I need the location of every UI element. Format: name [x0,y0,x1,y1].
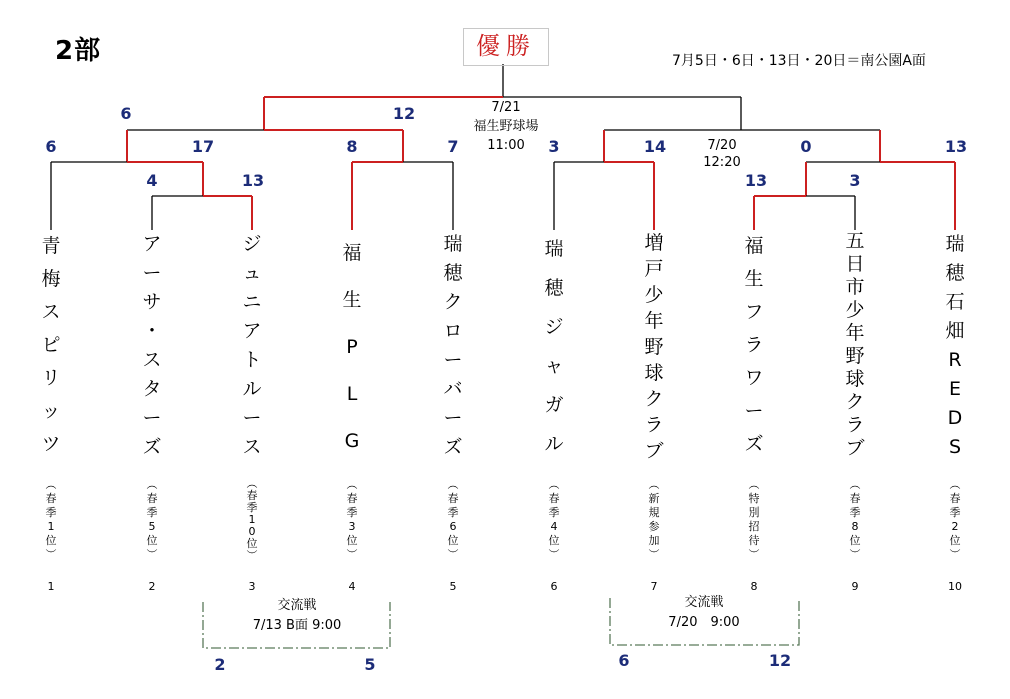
final-time: 11:00 [487,138,525,153]
team-record-10: ︵ 春 季 2 位 ︶ [949,478,961,561]
final-venue: 福生野球場 [473,119,539,134]
team-name-7: 増 戸 少 年 野 球 ク ラ ブ [644,232,664,462]
exchange-1-score-right: 5 [364,655,376,674]
schedule-info: 7月5日・6日・13日・20日＝南公園A面 [672,53,926,69]
team-seed-8: 8 [750,580,758,593]
score-final-right: 12 [392,104,416,123]
score-sf2-right-a: 0 [800,137,812,156]
team-record-4: ︵ 春 季 3 位 ︶ [346,478,358,561]
team-name-9: 五 日 市 少 年 野 球 ク ラ ブ [845,230,865,459]
score-sf-right-b: 7 [447,137,459,156]
team-record-3: ︵ 春 季 1 0 位 ︶ [246,477,258,562]
team-seed-4: 4 [348,580,356,593]
team-seed-6: 6 [550,580,558,593]
team-seed-2: 2 [148,580,156,593]
score-r1-right-b: 3 [849,171,861,190]
team-record-1: ︵ 春 季 1 位 ︶ [45,478,57,561]
score-sf2-left-a: 3 [548,137,560,156]
semi-date: 7/20 [707,138,737,153]
exchange-2-detail: 7/20 9:00 [668,615,740,630]
team-seed-10: 10 [948,580,962,593]
team-name-3: ジ ュ ニ ア ト ル ー ス [242,233,262,458]
score-sf-left-b: 17 [191,137,215,156]
team-name-1: 青 梅 ス ピ リ ッ ツ [41,235,61,455]
team-name-2: ア ー サ ・ ス タ ー ズ [142,233,162,458]
team-name-5: 瑞 穂 ク ロ ー バ ー ズ [443,233,463,458]
exchange-1-title: 交流戦 [277,598,317,613]
score-final-left: 6 [120,104,132,123]
division-title: 2部 [55,36,102,66]
champion-box: 優勝 [463,28,549,66]
exchange-2-title: 交流戦 [684,595,724,610]
score-sf2-right-b: 13 [944,137,968,156]
team-record-2: ︵ 春 季 5 位 ︶ [146,478,158,561]
score-r1-left-a: 4 [146,171,158,190]
team-seed-5: 5 [449,580,457,593]
semi-time: 12:20 [703,155,741,170]
team-name-6: 瑞 穂 ジ ャ ガ ル [544,238,564,455]
team-seed-9: 9 [851,580,859,593]
team-seed-3: 3 [248,580,256,593]
team-seed-1: 1 [47,580,55,593]
exchange-1-score-left: 2 [214,655,226,674]
team-name-8: 福 生 フ ラ ワ ー ズ [744,235,764,455]
team-record-8: ︵ 特 別 招 待 ︶ [748,478,760,561]
team-record-9: ︵ 春 季 8 位 ︶ [849,478,861,561]
exchange-2-score-right: 12 [768,651,792,670]
team-record-6: ︵ 春 季 4 位 ︶ [548,478,560,561]
score-sf-right-a: 8 [346,137,358,156]
team-record-7: ︵ 新 規 参 加 ︶ [648,478,660,561]
score-r1-right-a: 13 [744,171,768,190]
team-record-5: ︵ 春 季 6 位 ︶ [447,478,459,561]
final-date: 7/21 [491,100,521,115]
score-r1-left-b: 13 [241,171,265,190]
exchange-1-detail: 7/13 B面 9:00 [252,618,342,633]
exchange-2-score-left: 6 [618,651,630,670]
score-sf2-left-b: 14 [643,137,667,156]
team-seed-7: 7 [650,580,658,593]
score-sf-left-a: 6 [45,137,57,156]
team-name-10: 瑞 穂 石 畑 R E D S [945,233,965,458]
team-name-4: 福 生 P L G [342,242,362,452]
